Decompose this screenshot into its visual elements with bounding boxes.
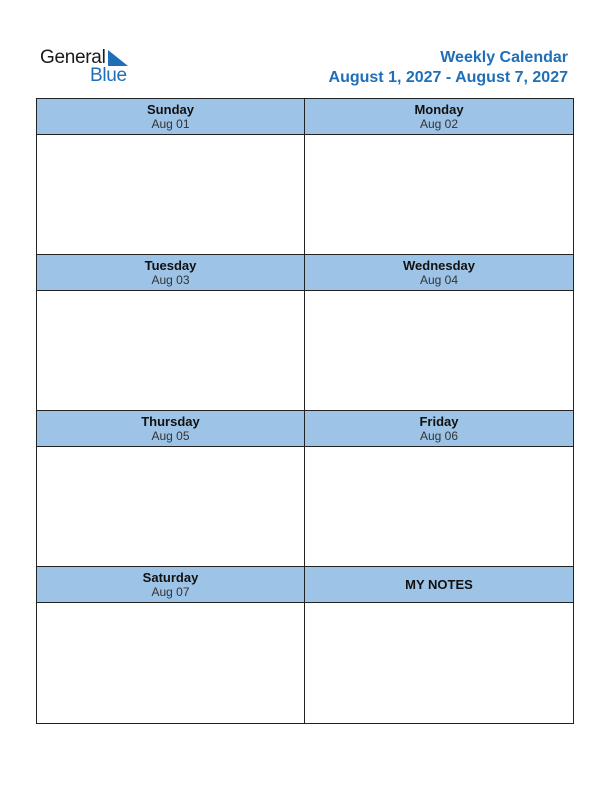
- day-header: [305, 411, 573, 447]
- logo-triangle-icon: [108, 50, 128, 66]
- day-notes-area: [37, 291, 304, 410]
- notes-label: MY NOTES: [405, 577, 473, 592]
- day-header: [305, 99, 573, 135]
- day-notes-area: [37, 135, 304, 254]
- day-name: Tuesday: [144, 258, 197, 273]
- calendar-title: Weekly Calendar: [440, 49, 568, 66]
- logo-text-blue: Blue: [90, 65, 127, 86]
- day-date: Aug 03: [151, 273, 190, 287]
- weekly-calendar-grid: [36, 98, 574, 724]
- day-date: Aug 06: [419, 429, 459, 443]
- day-date: Aug 02: [419, 117, 459, 131]
- logo-text-general: General: [40, 47, 106, 68]
- day-cell-tuesday: [37, 255, 305, 411]
- day-header: [37, 99, 304, 135]
- day-name: Thursday: [141, 414, 200, 429]
- day-date: Aug 01: [151, 117, 190, 131]
- notes-header: [305, 567, 573, 603]
- day-name: Sunday: [147, 102, 194, 117]
- day-notes-area: [305, 447, 573, 566]
- day-header: [37, 567, 304, 603]
- day-cell-wednesday: [305, 255, 573, 411]
- day-header: [37, 411, 304, 447]
- day-cell-monday: [305, 99, 573, 255]
- day-name: Friday: [419, 414, 459, 429]
- day-cell-saturday: [37, 567, 305, 723]
- day-date: Aug 04: [419, 273, 459, 287]
- day-date: Aug 05: [151, 429, 190, 443]
- day-header: [305, 255, 573, 291]
- day-notes-area: [305, 291, 573, 410]
- day-name: Saturday: [142, 570, 199, 585]
- day-date: Aug 07: [151, 585, 190, 599]
- day-name: Wednesday: [402, 258, 475, 273]
- notes-cell: [305, 567, 573, 723]
- day-name: Monday: [414, 102, 464, 117]
- day-notes-area: [305, 135, 573, 254]
- calendar-date-range: August 1, 2027 - August 7, 2027: [328, 69, 568, 86]
- day-cell-sunday: [37, 99, 305, 255]
- general-blue-logo: [40, 47, 140, 87]
- day-header: [37, 255, 304, 291]
- notes-area: [305, 603, 573, 723]
- day-notes-area: [37, 447, 304, 566]
- day-cell-friday: [305, 411, 573, 567]
- day-cell-thursday: [37, 411, 305, 567]
- day-notes-area: [37, 603, 304, 723]
